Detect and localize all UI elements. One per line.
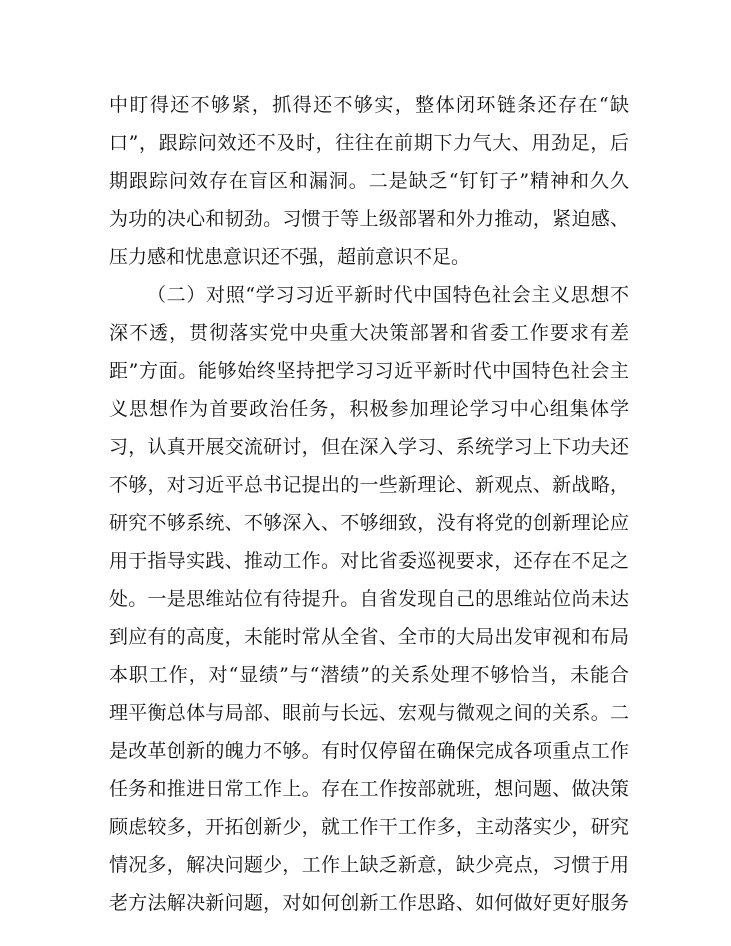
text-line: 期跟踪问效存在盲区和漏洞。二是缺乏“钉钉子”精神和久久 xyxy=(109,170,629,192)
text-line: 到应有的高度，未能时常从全省、全市的大局出发审视和布局 xyxy=(109,626,629,648)
text-line: 老方法解决新问题，对如何创新工作思路、如何做好更好服务 xyxy=(109,892,629,914)
text-line: 处。一是思维站位有待提升。自省发现自己的思维站位尚未达 xyxy=(109,588,629,610)
text-line: 研究不够系统、不够深入、不够细致，没有将党的创新理论应 xyxy=(109,512,629,534)
text-line: 顾虑较多，开拓创新少，就工作干工作多，主动落实少，研究 xyxy=(109,816,629,838)
text-line: 习，认真开展交流研讨，但在深入学习、系统学习上下功夫还 xyxy=(109,436,629,458)
text-line: 中盯得还不够紧，抓得还不够实，整体闭环链条还存在“缺 xyxy=(109,94,629,116)
body-text xyxy=(109,86,629,922)
text-line: 口”，跟踪问效还不及时，往往在前期下力气大、用劲足，后 xyxy=(109,132,629,154)
text-line: 为功的决心和韧劲。习惯于等上级部署和外力推动，紧迫感、 xyxy=(109,208,629,230)
text-line: 不够，对习近平总书记提出的一些新理论、新观点、新战略， xyxy=(109,474,629,496)
text-line: 是改革创新的魄力不够。有时仅停留在确保完成各项重点工作 xyxy=(109,740,629,762)
text-line: 压力感和忧患意识还不强，超前意识不足。 xyxy=(109,246,471,268)
text-line: 距”方面。能够始终坚持把学习习近平新时代中国特色社会主 xyxy=(109,360,629,382)
text-line: 情况多，解决问题少，工作上缺乏新意，缺少亮点，习惯于用 xyxy=(109,854,629,876)
text-line: 义思想作为首要政治任务，积极参加理论学习中心组集体学 xyxy=(109,398,629,420)
section-heading-line: （二）对照“学习习近平新时代中国特色社会主义思想不 xyxy=(147,284,629,306)
text-line: 理平衡总体与局部、眼前与长远、宏观与微观之间的关系。二 xyxy=(109,702,629,724)
text-line: 用于指导实践、推动工作。对比省委巡视要求，还存在不足之 xyxy=(109,550,629,572)
text-line: 本职工作，对“显绩”与“潜绩”的关系处理不够恰当，未能合 xyxy=(109,664,629,686)
text-line: 任务和推进日常工作上。存在工作按部就班，想问题、做决策 xyxy=(109,778,629,800)
text-line: 深不透，贯彻落实党中央重大决策部署和省委工作要求有差 xyxy=(109,322,629,344)
